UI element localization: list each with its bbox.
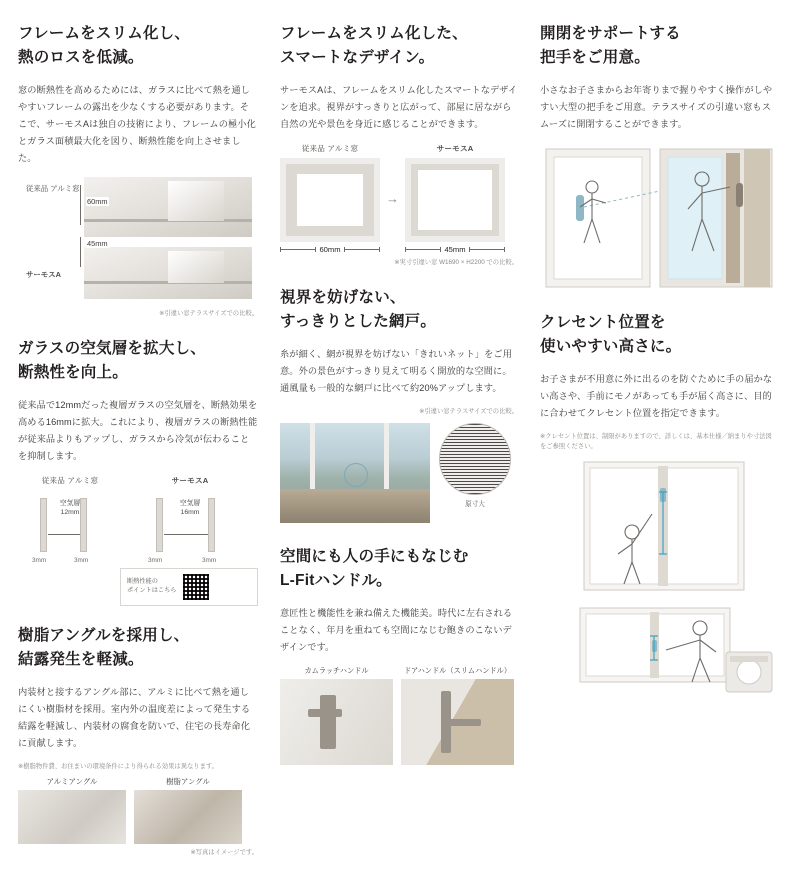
photo-note: ※写真はイメージです。 (190, 849, 258, 857)
net-zoom (438, 423, 512, 508)
heading-line-2: 把手をご用意。 (540, 49, 650, 67)
handle-photo (401, 679, 514, 765)
frame-dimension-new: 45mm (444, 245, 466, 255)
photo-image (134, 790, 242, 844)
photo-resin-angle (134, 776, 242, 844)
dimension-value-old: 60mm (87, 197, 108, 207)
heading-line-2: 結露発生を軽減。 (18, 651, 144, 669)
heading-line-1: クレセント位置を (540, 314, 666, 332)
air-gap-arrow (164, 534, 208, 535)
air-gap-label-line1: 空気層 (179, 500, 201, 508)
section-heading (280, 22, 518, 70)
handle-lever (308, 709, 342, 717)
section-heading (280, 286, 518, 334)
section-heading (18, 624, 258, 672)
column-right (540, 22, 778, 716)
section-body: 糸が細く、網が視界を妨げない「きれいネット」をご用意。外の景色がすっきり見えて明るく開放的な空間に。通風量も一般的な網戸に比べて約20%アップします。 (280, 349, 513, 394)
net-figure (280, 423, 518, 527)
section-smart-design (280, 22, 518, 268)
illustration-crescent-high (540, 458, 778, 598)
air-gap-label (18, 500, 122, 518)
thickness-left: 3mm (32, 557, 47, 565)
frame-dimension-row-old (280, 245, 380, 254)
thickness-right: 3mm (202, 557, 217, 565)
thickness-left: 3mm (148, 557, 163, 565)
section-heading (18, 22, 258, 70)
frame-photo-new (405, 158, 505, 242)
arrow-right-icon: → (386, 191, 399, 207)
new-sash-frame-block (168, 251, 224, 283)
frame-dimension-row-new (405, 245, 505, 254)
section-crescent-position (540, 311, 778, 698)
handle-camlatch (280, 666, 393, 765)
section-note: ※樹脂物件費、お住まいの環境条件により得られる効果は異なります。 (18, 763, 218, 771)
air-layer-new (138, 475, 242, 565)
section-body: サーモスAは、フレームをスリム化したスマートなデザインを追求。視界がすっきりと広がって、部屋に居ながら自然の光や景色を身近に感じることができます。 (280, 85, 518, 130)
air-gap-arrow (48, 534, 80, 535)
diagram-old (18, 490, 122, 565)
frame-new (405, 143, 505, 254)
air-gap-label-line1: 空気層 (59, 500, 81, 508)
angle-photo-row (18, 776, 258, 844)
section-note: ※クレセント位置は、制限がありますので、詳しくは、基本仕様／納まりや寸法図をご参照ください。 (540, 433, 772, 451)
diagram-title-new: サーモスA (171, 476, 209, 486)
frame-label-new: サーモスA (436, 144, 474, 154)
figure-note: ※引違い窓テラスサイズでの比較。 (159, 310, 258, 318)
diagram-title-old: 従来品 アルミ窓 (41, 476, 99, 486)
column-left (18, 22, 258, 876)
dimension-line (280, 249, 316, 250)
handle-caption: カムラッチハンドル (304, 666, 369, 676)
section-note: ※引違い窓テラスサイズでの比較。 (419, 408, 518, 416)
frame-old (280, 143, 380, 254)
section-body: 従来品で12mmだった複層ガラスの空気層を、断熱効果を高める16mmに拡大。これにより、複層ガラスの断熱性能が従来品よりもアップし、ガラスから冷気が伝わることを抑制します。 (18, 400, 258, 462)
frame-label-old: 従来品 アルミ窓 (301, 144, 359, 154)
figure-note: ※実寸引違い窓 W1690 × H2200 での比較。 (394, 259, 518, 267)
air-gap-label-line2: 12mm (60, 509, 80, 517)
handle-photo (280, 679, 393, 765)
section-resin-angle (18, 624, 258, 858)
sash-comparison-figure (18, 177, 258, 305)
illustration-svg (540, 143, 778, 293)
handle-door-slim (401, 666, 514, 765)
old-sash-frame-block (168, 181, 224, 221)
qr-caption-line2: ポイントはこちら (127, 587, 177, 595)
dimension-line (469, 249, 505, 250)
dimension-line (344, 249, 380, 250)
air-gap-label-line2: 16mm (180, 509, 200, 517)
section-lfit-handle (280, 545, 518, 765)
section-open-close-support (540, 22, 778, 293)
section-body: お子さまが不用意に外に出るのを防ぐために手の届かない高さや、手前にモノがあっても手が届く高さに、目的に合わせてクレセント位置を指定できます。 (540, 374, 773, 419)
air-layer-old (18, 475, 122, 565)
qr-code-icon[interactable] (183, 574, 209, 600)
heading-line-1: 開閉をサポートする (540, 25, 681, 42)
frame-photo-old (280, 158, 380, 242)
air-layer-diagrams (18, 475, 258, 565)
heading-line-2: 断熱性を向上。 (18, 364, 128, 382)
zoom-caption: 原寸大 (465, 501, 485, 509)
dimension-line-old (80, 185, 81, 225)
section-clear-net (280, 286, 518, 527)
dimension-value-new: 45mm (87, 239, 108, 249)
deck-floor (280, 489, 430, 523)
handle-caption: ドアハンドル（スリムハンドル） (403, 666, 512, 676)
heading-line-1: 空間にも人の手にもなじむ (280, 548, 469, 566)
heading-line-1: 樹脂アングルを採用し、 (18, 627, 190, 645)
heading-line-1: 視界を妨げない、 (280, 289, 406, 307)
section-air-layer (18, 337, 258, 606)
thickness-right: 3mm (74, 557, 89, 565)
dimension-line (405, 249, 441, 250)
net-photo (280, 423, 430, 523)
section-body: 小さなお子さまからお年寄りまで握りやすく操作がしやすい大型の把手をご用意。テラスサイズの引違い窓もスムーズに開閉することができます。 (540, 85, 773, 130)
frame-dimension-old: 60mm (319, 245, 341, 255)
photo-caption: 樹脂アングル (166, 777, 210, 787)
dimension-line-new (80, 237, 81, 267)
illustration-svg (540, 458, 778, 598)
figure-label-new: サーモスA (26, 270, 61, 280)
section-body: 意匠性と機能性を兼ね備えた機能美。時代に左右されることなく、年月を重ねても空間になじむ飽きのこないデザインです。 (280, 608, 513, 653)
section-slim-frame-heatloss (18, 22, 258, 319)
qr-caption-line1: 断熱性能の (127, 578, 158, 586)
figure-label-old: 従来品 アルミ窓 (26, 184, 80, 194)
net-mesh-zoom-image (439, 423, 511, 495)
section-heading (540, 311, 778, 359)
illustration-handle-usage (540, 143, 778, 293)
section-body: 窓の断熱性を高めるためには、ガラスに比べて熱を通しやすいフレームの露出を少なくする必要があります。そこで、サーモスAは独自の技術により、フレームの極小化とガラス面積最大化を図り、断熱性能を向上させました。 (18, 85, 256, 164)
three-column-layout (18, 22, 782, 876)
frame-glass (297, 174, 363, 226)
handle-lever (441, 719, 481, 726)
illustration-crescent-low (540, 606, 778, 698)
handle-part (320, 695, 336, 749)
heading-line-2: スマートなデザイン。 (280, 49, 435, 67)
photo-image (18, 790, 126, 844)
frame-glass (418, 170, 492, 230)
section-heading (18, 337, 258, 385)
frame-comparison (280, 143, 518, 254)
section-heading (280, 545, 518, 593)
zoom-marker (344, 463, 368, 487)
column-middle (280, 22, 518, 783)
air-gap-label (138, 500, 242, 518)
heading-line-1: フレームをスリム化した、 (280, 25, 468, 42)
heading-line-2: すっきりとした網戸。 (280, 313, 437, 331)
photo-aluminum-angle (18, 776, 126, 844)
heading-line-1: フレームをスリム化し、 (18, 25, 191, 42)
section-heading (540, 22, 778, 70)
handle-photo-row (280, 666, 518, 765)
qr-callout[interactable] (120, 568, 258, 606)
heading-line-2: 熱のロスを低減。 (18, 49, 144, 67)
heading-line-1: ガラスの空気層を拡大し、 (18, 340, 206, 358)
heading-line-2: L-Fitハンドル。 (280, 572, 392, 590)
heading-line-2: 使いやすい高さに。 (540, 338, 682, 356)
section-body: 内装材と接するアングル部に、アルミに比べて熱を通しにくい樹脂材を採用。室内外の温度差によって発生する結露を軽減し、内装材の腐食を防いで、住宅の長寿命化に貢献します。 (18, 687, 251, 749)
qr-caption (127, 578, 177, 596)
diagram-new (138, 490, 242, 565)
illustration-svg (540, 606, 778, 698)
photo-caption: アルミアングル (46, 777, 98, 787)
